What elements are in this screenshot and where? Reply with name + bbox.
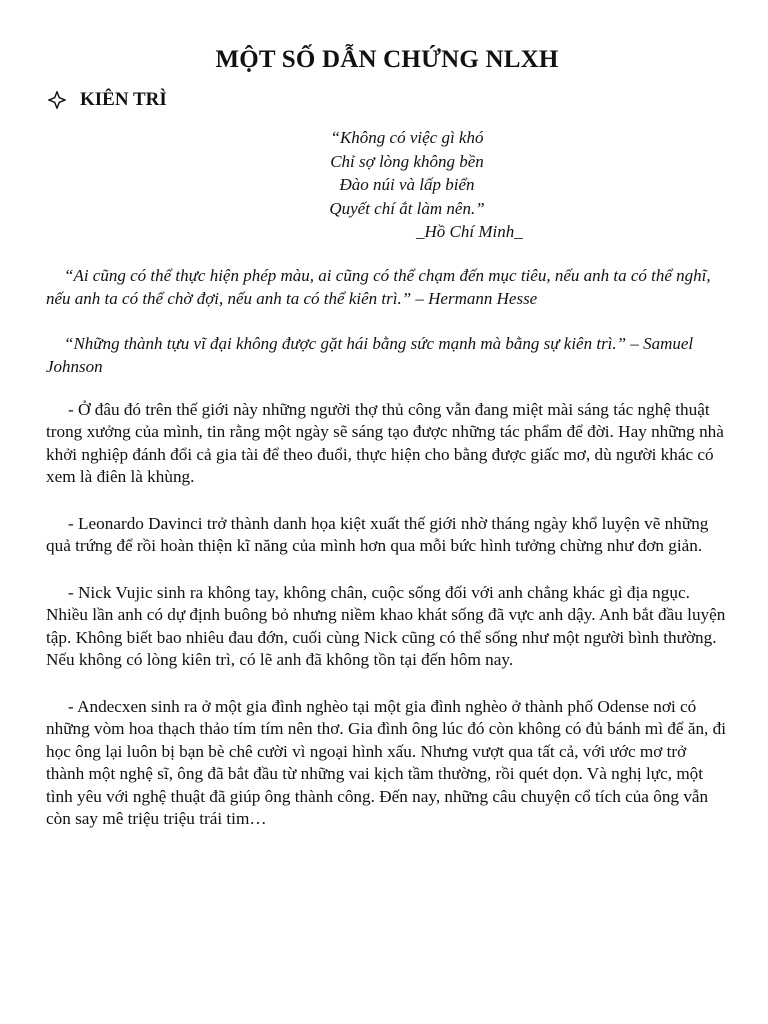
page-title: MỘT SỐ DẪN CHỨNG NLXH [215, 46, 559, 73]
quote-hermann-hesse [46, 264, 728, 310]
poem-block [46, 126, 728, 244]
poem-line: Quyết chí ắt làm nên.” [329, 198, 485, 218]
poem-author: _Hồ Chí Minh_ [416, 222, 523, 241]
four-point-star-outline-icon [48, 91, 66, 109]
paragraph-andecxen: - Andecxen sinh ra ở một gia đình nghèo tại một gia đình nghèo ở thành phố Odense nơi có những vòm hoa thạch thảo tím tím nên thơ. Gia đình ông lúc đó còn không có đủ bánh mì để ăn, đi học ông lại luôn bị bạn bè chê cười vì ngoại hình xấu. Nhưng vượt qua tất cả, với ước mơ trở thành một nghệ sĩ, ông đã bắt đầu từ những vai kịch tầm thường, rồi quét dọn. Và nghị lực, một tình yêu với nghệ thuật đã giúp ông thành công. Đến nay, những câu chuyện cổ tích của ông vẫn còn say mê triệu triệu trái tim… [46, 696, 727, 828]
poem-line: “Không có việc gì khó [330, 128, 484, 147]
poem-line: Đào núi và lấp biển [339, 175, 475, 194]
paragraph-leonardo-davinci: - Leonardo Davinci trở thành danh họa kiệt xuất thế giới nhờ tháng ngày khổ luyện vẽ những quả trứng để rồi hoàn thiện kĩ năng của mình hơn qua mỗi bức hình tưởng chừng như đơn giản. [46, 513, 709, 555]
quote-samuel-johnson [46, 332, 728, 378]
paragraph-nick-vujic: - Nick Vujic sinh ra không tay, không chân, cuộc sống đối với anh chẳng khác gì địa ngục. Nhiều lần anh có dự định buông bỏ nhưng niềm khao khát sống đã vực anh dậy. Anh bắt đầu luyện tập. Không biết bao nhiêu đau đớn, cuối cùng Nick cũng có thể sống như một người bình thường. Nếu không có lòng kiên trì, có lẽ anh đã không tồn tại đến hôm nay. [46, 582, 726, 669]
section-heading-label: KIÊN TRÌ [80, 89, 167, 110]
quote-text: “Những thành tựu vĩ đại không được gặt hái bằng sức mạnh mà bằng sự kiên trì.” – Samuel Johnson [46, 333, 694, 376]
quote-text: “Ai cũng có thể thực hiện phép màu, ai cũng có thể chạm đến mục tiêu, nếu anh ta có thể nghĩ, nếu anh ta có thể chờ đợi, nếu anh ta có thể kiên trì.” – Hermann Hesse [46, 265, 711, 308]
poem-line: Chỉ sợ lòng không bền [330, 151, 484, 171]
section-heading [46, 86, 728, 114]
paragraph-craftsmen: - Ở đâu đó trên thế giới này những người thợ thủ công vẫn đang miệt mài sáng tác nghệ thuật trong xưởng của mình, tin rằng một ngày sẽ sáng tạo được những tác phẩm để đời. Hay những nhà khởi nghiệp đánh đổi cả gia tài để theo đuổi, thực hiện cho bằng được giấc mơ, dù người khác có xem là điên là khùng. [46, 399, 724, 486]
